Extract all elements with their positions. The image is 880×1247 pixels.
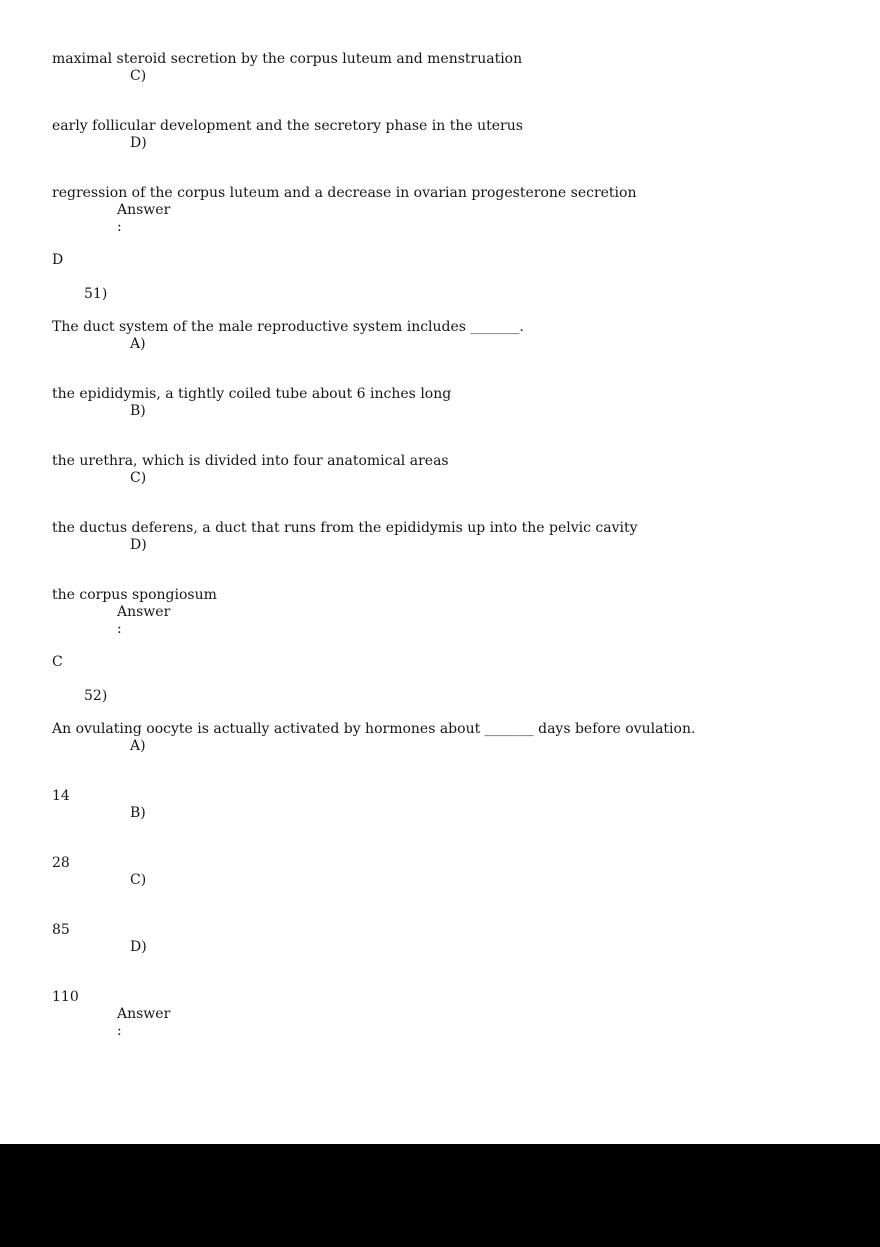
q52-option-d-label: D) [130,938,147,955]
q51-option-a-label: A) [130,335,146,352]
q51-option-c-label: C) [130,469,147,486]
q51-option-b-label: B) [130,402,146,419]
q52-option-d-text: 110 [52,989,79,1005]
q52-stem: An ovulating oocyte is actually activated by hormones about _______ days before ovulation. [52,721,696,737]
q51-option-d-text: the corpus spongiosum [52,587,217,603]
q52-option-b-text: 28 [52,855,70,871]
q50-option-c-text: early follicular development and the secretory phase in the uterus [52,118,523,134]
q51-stem: The duct system of the male reproductive system includes _______. [52,319,524,335]
q50-option-d-label: D) [130,134,147,151]
q50-answer-colon: : [117,218,122,235]
q51-answer-label: Answer [117,603,171,620]
q52-option-c-label: C) [130,871,147,888]
q51-option-b-text: the urethra, which is divided into four anatomical areas [52,453,449,469]
q51-option-c-text: the ductus deferens, a duct that runs from the epididymis up into the pelvic cavity [52,520,638,536]
q50-answer-label: Answer [117,201,171,218]
q51-answer-value: C [52,654,63,670]
q52-option-c-text: 85 [52,922,70,938]
q51-answer-colon: : [117,620,122,637]
q51-number: 51) [84,285,108,302]
q52-option-a-text: 14 [52,788,70,804]
bottom-black-band [0,1144,880,1247]
quiz-document-text [0,51,880,1039]
q51-option-d-label: D) [130,536,147,553]
q52-answer-colon: : [117,1022,122,1039]
q50-answer-value: D [52,252,64,268]
q50-option-b-text: maximal steroid secretion by the corpus luteum and menstruation [52,51,523,67]
q52-option-b-label: B) [130,804,146,821]
q50-option-d-text: regression of the corpus luteum and a decrease in ovarian progesterone secretion [52,185,637,201]
q51-option-a-text: the epididymis, a tightly coiled tube about 6 inches long [52,386,452,402]
q52-number: 52) [84,687,108,704]
q52-answer-label: Answer [117,1005,171,1022]
q52-option-a-label: A) [130,737,146,754]
q50-option-c-label: C) [130,67,147,84]
